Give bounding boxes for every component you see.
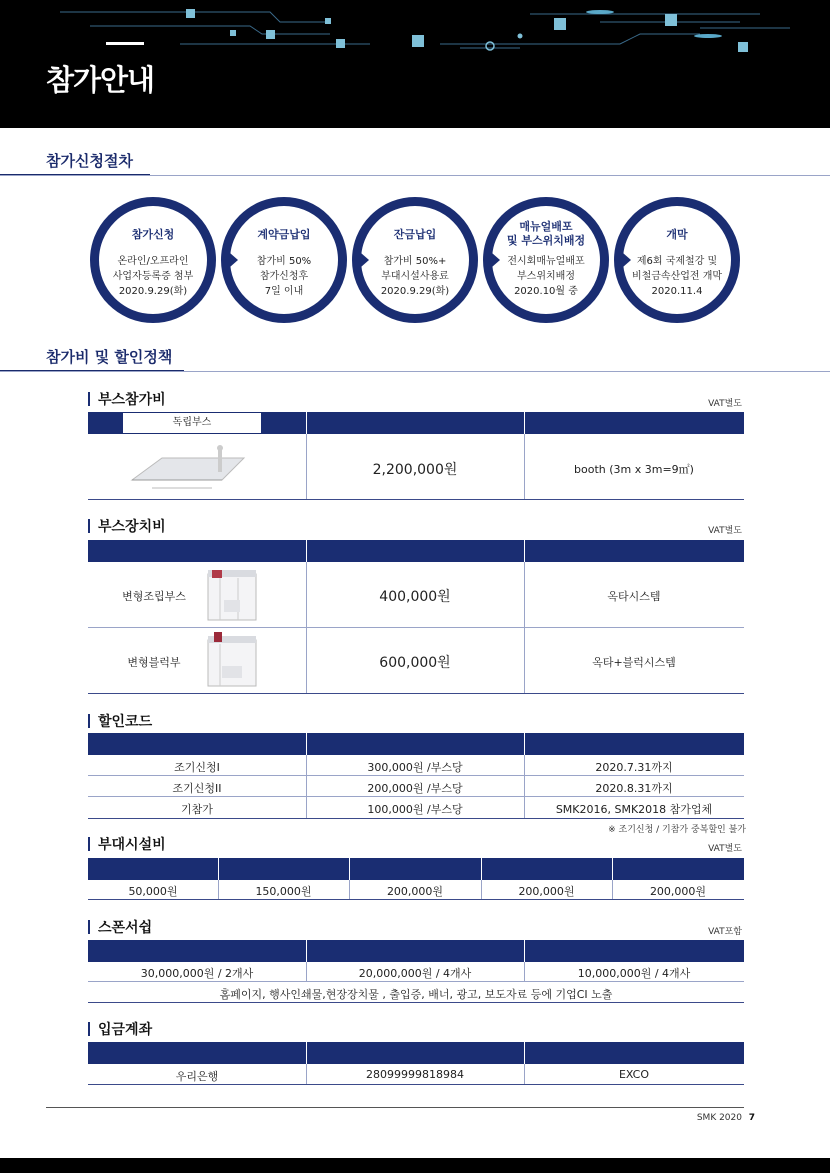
sponsorship-value: 20,000,000원 / 4개사 [358, 967, 472, 980]
step-title: 참가신청 [131, 228, 175, 241]
step-title: 계약금납입 [257, 228, 311, 241]
step-desc-line: 참가비 50% [256, 256, 312, 267]
facility-vat-note: VAT별도 [708, 844, 742, 854]
header-divider [524, 540, 525, 562]
title-marker [88, 519, 90, 533]
booth-structure-image [200, 630, 264, 692]
facility-table-header [88, 858, 744, 880]
title-marker [88, 392, 90, 406]
table-bottom-line [88, 499, 744, 500]
step-desc-line: 2020.9.29(화) [118, 286, 188, 297]
sponsorship-vat-note: VAT포함 [708, 927, 742, 937]
header-divider [218, 858, 219, 880]
booth-size: booth (3m x 3m=9㎡) [574, 463, 694, 476]
account-number: 28099999818984 [366, 1068, 464, 1081]
step-title: 개막 [666, 228, 688, 241]
account-title-text: 입금계좌 [98, 1022, 153, 1038]
discount-row-name: 조기신청I [174, 761, 220, 774]
title-marker [88, 920, 90, 934]
step-circle-3 [352, 197, 478, 323]
row-divider [88, 775, 744, 776]
account-bank: 우리은행 [175, 1070, 219, 1083]
discount-row-period: 2020.7.31까지 [595, 761, 673, 774]
equipment-row-price: 400,000원 [379, 589, 451, 605]
step-desc-line: 2020.11.4 [651, 286, 703, 297]
equipment-table-header [88, 540, 744, 562]
step-desc [230, 254, 338, 299]
booth-floor-image [122, 440, 260, 496]
equipment-row-price: 600,000원 [379, 655, 451, 671]
title-marker [88, 1022, 90, 1036]
table-bottom-line [88, 1002, 744, 1003]
procedure-title: 참가신청절차 [46, 152, 133, 170]
discount-row-amount: 300,000원 /부스당 [367, 761, 463, 774]
facility-fee-value: 50,000원 [128, 885, 178, 898]
arrow-right-icon [492, 253, 500, 267]
discount-row-name: 기참가 [181, 803, 213, 816]
discount-table-header [88, 733, 744, 755]
step-circle-4 [483, 197, 609, 323]
sponsorship-description: 홈페이지, 행사인쇄물,현장장치물 , 출입증, 배너, 광고, 보도자료 등에 기업CI 노출 [219, 988, 613, 1001]
step-circle-2 [221, 197, 347, 323]
header-divider [524, 412, 525, 434]
step-desc-line: 7일 이내 [264, 286, 304, 297]
facility-fee-value: 200,000원 [518, 885, 575, 898]
booth-tab: 독립부스 [122, 412, 262, 434]
header-divider [481, 858, 482, 880]
footer-divider [46, 1107, 744, 1108]
table-bottom-line [88, 1084, 744, 1085]
booth-price: 2,200,000원 [372, 462, 458, 478]
step-desc [361, 254, 469, 299]
step-desc-line: 비철금속산업전 개막 [631, 271, 723, 282]
step-desc-line: 부대시설사용료 [381, 271, 449, 282]
booth-structure-image [200, 564, 264, 626]
account-title [88, 1019, 152, 1039]
facility-fee-value: 150,000원 [255, 885, 312, 898]
sponsorship-value: 10,000,000원 / 4개사 [577, 967, 691, 980]
booth-fee-title-text: 부스참가비 [98, 392, 166, 408]
step-title-line: 매뉴얼배포 [519, 220, 573, 233]
header-divider [524, 733, 525, 755]
page-header [0, 0, 830, 128]
step-desc-line: 사업자등록증 첨부 [112, 271, 194, 282]
equipment-row-system: 옥타+블럭시스템 [592, 656, 676, 669]
table-bottom-line [88, 818, 744, 819]
step-desc-line: 온라인/오프라인 [117, 256, 189, 267]
booth-fee-title [88, 389, 166, 409]
booth-vat-note: VAT별도 [708, 399, 742, 409]
facility-fee-value: 200,000원 [386, 885, 444, 898]
facility-fee-value: 200,000원 [649, 885, 707, 898]
header-divider [306, 1042, 307, 1064]
page-title: 참가안내 [46, 63, 155, 97]
step-desc [492, 254, 600, 299]
equipment-vat-note: VAT별도 [708, 526, 742, 536]
step-desc-line: 2020.9.29(화) [380, 286, 450, 297]
sponsorship-title [88, 917, 152, 937]
discount-row-name: 조기신청II [172, 782, 222, 795]
step-desc-line: 전시회매뉴얼배포 [507, 256, 585, 267]
header-divider [306, 733, 307, 755]
step-title-line: 및 부스위치배정 [506, 234, 586, 247]
step-circle-1 [90, 197, 216, 323]
title-marker [88, 714, 90, 728]
step-title [492, 220, 600, 248]
fees-title: 참가비 및 할인정책 [46, 348, 173, 366]
step-desc-line: 참가신청후 [259, 271, 309, 282]
equipment-row-system: 옥타시스템 [607, 590, 661, 603]
arrow-right-icon [230, 253, 238, 267]
header-divider [306, 540, 307, 562]
page-number: 7 [748, 1113, 755, 1123]
header-divider [524, 1042, 525, 1064]
step-desc [623, 254, 731, 299]
sponsorship-table-header [88, 940, 744, 962]
header-accent-bar [106, 42, 144, 45]
bottom-bar [0, 1158, 830, 1173]
sponsorship-value: 30,000,000원 / 2개사 [140, 967, 254, 980]
step-title: 잔금납입 [393, 228, 437, 241]
title-marker [88, 837, 90, 851]
arrow-right-icon [623, 253, 631, 267]
discount-note: ※ 조기신청 / 기참가 중복할인 불가 [608, 825, 746, 835]
account-table-header [88, 1042, 744, 1064]
equipment-fee-title-text: 부스장치비 [98, 519, 166, 535]
step-circle-5 [614, 197, 740, 323]
header-divider [306, 412, 307, 434]
step-desc-line: 2020.10월 중 [514, 286, 578, 297]
equipment-fee-title [88, 516, 166, 536]
table-bottom-line [88, 899, 744, 900]
equipment-row-name: 변형조립부스 [122, 590, 186, 603]
facility-fee-title [88, 834, 166, 854]
arrow-right-icon [361, 253, 369, 267]
discount-title [88, 711, 152, 731]
row-divider [88, 981, 744, 982]
step-desc-line: 부스위치배정 [517, 271, 575, 282]
fees-divider [0, 371, 830, 372]
account-holder: EXCO [618, 1068, 650, 1081]
row-divider [88, 796, 744, 797]
step-desc [99, 254, 207, 299]
facility-fee-title-text: 부대시설비 [98, 837, 166, 853]
table-bottom-line [88, 693, 744, 694]
procedure-divider [0, 175, 830, 176]
row-divider [88, 627, 744, 628]
discount-row-period: SMK2016, SMK2018 참가업체 [555, 803, 713, 816]
discount-title-text: 할인코드 [98, 714, 153, 730]
discount-row-period: 2020.8.31까지 [595, 782, 673, 795]
header-divider [349, 858, 350, 880]
step-desc-line: 제6회 국제철강 및 [636, 256, 718, 267]
sponsorship-title-text: 스폰서쉽 [98, 920, 153, 936]
header-divider [612, 858, 613, 880]
header-divider [524, 940, 525, 962]
step-desc-line: 참가비 50%+ [383, 256, 447, 267]
discount-row-amount: 100,000원 /부스당 [367, 803, 463, 816]
discount-row-amount: 200,000원 /부스당 [367, 782, 463, 795]
equipment-row-name: 변형블럭부 [127, 656, 181, 669]
header-divider [306, 940, 307, 962]
footer-label: SMK 2020 [696, 1113, 742, 1123]
